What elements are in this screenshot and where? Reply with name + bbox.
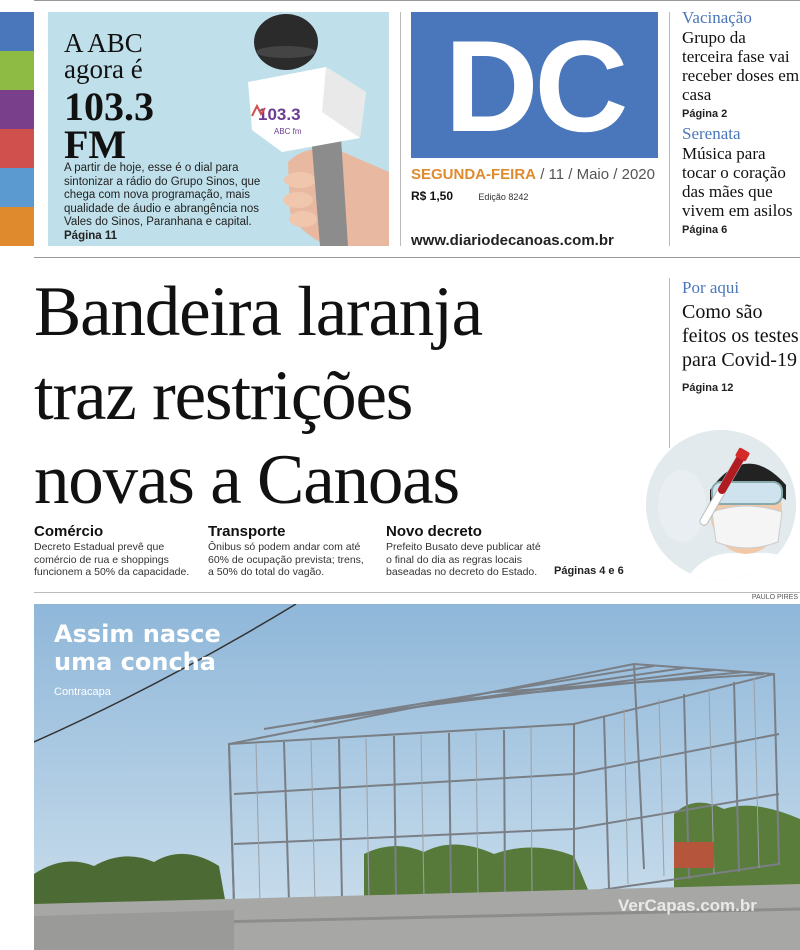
headline-line: Bandeira laranja <box>34 273 482 351</box>
column-divider <box>669 12 670 246</box>
strip-segment[interactable] <box>0 168 34 207</box>
promo-page-ref[interactable]: Página 11 <box>64 229 118 242</box>
mic-flag-number: 103.3 <box>258 105 301 124</box>
photo-page-ref[interactable]: Contracapa <box>54 686 111 698</box>
promo-headline <box>64 30 143 82</box>
edition-number: Edição 8242 <box>478 192 529 202</box>
teaser-section: Serenata <box>682 124 741 143</box>
subcol-title: Comércio <box>34 523 104 540</box>
weekday: SEGUNDA-FEIRA <box>411 166 537 183</box>
teaser-text: Como são feitos os testes para Covid-19 <box>682 301 799 371</box>
subcol-title: Novo decreto <box>386 523 482 540</box>
watermark: VerCapas.com.br <box>618 896 757 915</box>
teaser-serenata[interactable] <box>682 124 800 236</box>
photo-headline-line: uma concha <box>54 648 216 676</box>
strip-segment[interactable] <box>0 207 34 246</box>
promo-body-text: A partir de hoje, esse é o dial para sintonizar a rádio do Grupo Sinos, que chega com nova programação, mais qualidade de áudio e abrangência nos Vales do Sinos, Paranhana e capital. <box>64 162 261 229</box>
teaser-section: Vacinação <box>682 8 752 27</box>
price-line <box>411 189 528 203</box>
headline-page-ref[interactable]: Páginas 4 e 6 <box>554 565 624 577</box>
headline-line: novas a Canoas <box>34 441 459 519</box>
photo-headline-line: Assim nasce <box>54 620 221 648</box>
teaser-text: Música para tocar o coração das mães que vivem em asilos <box>682 144 793 220</box>
promo-headline-line: A ABC <box>64 28 143 58</box>
subcol-novo-decreto[interactable] <box>386 523 541 579</box>
price: R$ 1,50 <box>411 189 454 203</box>
teaser-section: Por aqui <box>682 278 740 297</box>
section-rule <box>34 257 800 258</box>
main-headline[interactable] <box>34 270 664 522</box>
teaser-text: Grupo da terceira fase vai receber doses em casa <box>682 28 800 104</box>
photo-headline[interactable] <box>54 620 221 676</box>
dateline <box>411 166 655 183</box>
top-rule <box>34 0 800 1</box>
section-color-strip <box>0 12 34 246</box>
column-divider <box>400 12 401 246</box>
microphone-image <box>248 12 389 246</box>
subcol-text: Decreto Estadual prevê que comércio de rua e shoppings funcionem a 50% da capacidade. <box>34 541 190 578</box>
promo-frequency <box>64 84 154 167</box>
strip-segment[interactable] <box>0 12 34 51</box>
frequency-number: 103.3 <box>64 84 154 129</box>
dc-logo[interactable] <box>411 12 658 158</box>
mic-flag-label: ABC fm <box>274 127 302 136</box>
subcol-comercio[interactable] <box>34 523 194 579</box>
date: / 11 / Maio / 2020 <box>540 166 655 183</box>
promo-headline-line: agora é <box>64 54 143 84</box>
subcol-text: Prefeito Busato deve publicar até o final do dia as regras locais baseadas no decreto do Estado. <box>386 541 541 578</box>
headline-line: traz restrições <box>34 357 413 435</box>
teaser-por-aqui[interactable] <box>682 278 800 394</box>
logo-text: DC <box>444 13 625 159</box>
section-rule <box>34 592 800 593</box>
covid-test-photo <box>646 430 796 580</box>
right-teasers <box>682 8 800 236</box>
subcol-transporte[interactable] <box>208 523 368 579</box>
frequency-band: FM <box>64 122 127 167</box>
subcol-text: Ônibus só podem andar com até 60% de ocupação prevista; trens, a 50% do total do vagão. <box>208 541 364 578</box>
teaser-page: Página 6 <box>682 224 728 236</box>
teaser-vacinacao[interactable] <box>682 8 800 120</box>
column-divider <box>669 278 670 448</box>
abc-radio-promo[interactable] <box>48 12 389 246</box>
strip-segment[interactable] <box>0 51 34 90</box>
subcol-title: Transporte <box>208 523 286 540</box>
promo-body <box>64 162 279 244</box>
strip-segment[interactable] <box>0 129 34 168</box>
website-link[interactable]: www.diariodecanoas.com.br <box>411 232 614 249</box>
teaser-page: Página 12 <box>682 382 734 394</box>
teaser-page: Página 2 <box>682 108 728 120</box>
strip-segment[interactable] <box>0 90 34 129</box>
photo-credit: PAULO PIRES <box>751 594 798 601</box>
